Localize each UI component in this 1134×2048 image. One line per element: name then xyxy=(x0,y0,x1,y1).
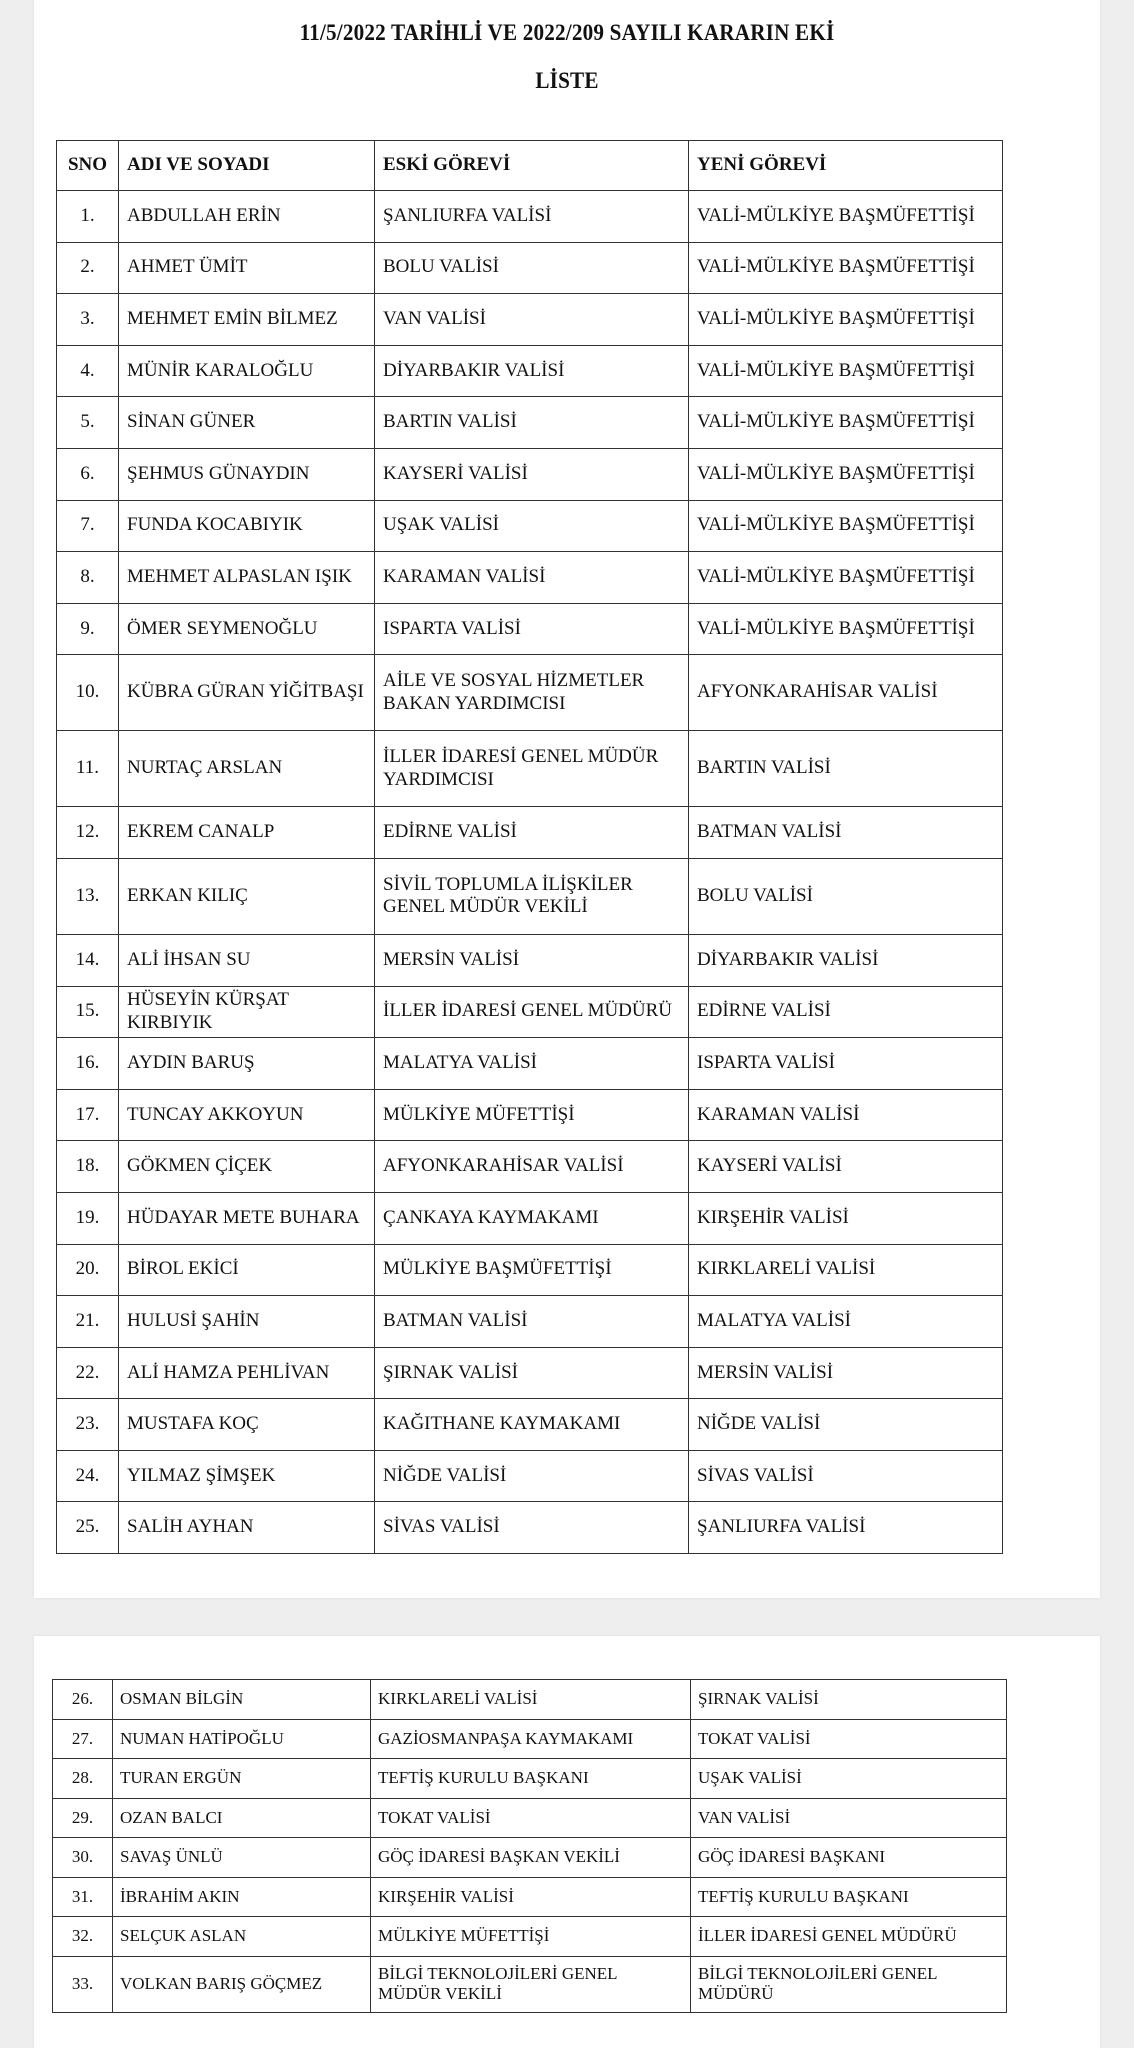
cell-new-duty: DİYARBAKIR VALİSİ xyxy=(689,934,1003,986)
cell-name: OZAN BALCI xyxy=(113,1798,371,1838)
cell-old-duty: MÜLKİYE MÜFETTİŞİ xyxy=(375,1089,689,1141)
cell-name: OSMAN BİLGİN xyxy=(113,1680,371,1720)
cell-name: SAVAŞ ÜNLÜ xyxy=(113,1838,371,1878)
cell-name: NURTAÇ ARSLAN xyxy=(119,731,375,807)
cell-old-duty: UŞAK VALİSİ xyxy=(375,500,689,552)
table-row xyxy=(53,1680,1007,1720)
cell-old-duty: İLLER İDARESİ GENEL MÜDÜR YARDIMCISI xyxy=(375,731,689,807)
cell-sno: 18. xyxy=(57,1141,119,1193)
cell-new-duty: VALİ-MÜLKİYE BAŞMÜFETTİŞİ xyxy=(689,345,1003,397)
cell-sno: 8. xyxy=(57,552,119,604)
cell-new-duty: KIRŞEHİR VALİSİ xyxy=(689,1192,1003,1244)
cell-name: ÖMER SEYMENOĞLU xyxy=(119,603,375,655)
cell-new-duty: BARTIN VALİSİ xyxy=(689,731,1003,807)
cell-new-duty: EDİRNE VALİSİ xyxy=(689,986,1003,1038)
cell-name: MUSTAFA KOÇ xyxy=(119,1399,375,1451)
table-row xyxy=(57,448,1003,500)
table-row xyxy=(57,1038,1003,1090)
cell-new-duty: UŞAK VALİSİ xyxy=(691,1759,1007,1799)
cell-name: YILMAZ ŞİMŞEK xyxy=(119,1450,375,1502)
cell-old-duty: BARTIN VALİSİ xyxy=(375,397,689,449)
cell-old-duty: EDİRNE VALİSİ xyxy=(375,807,689,859)
table-row xyxy=(53,1759,1007,1799)
cell-name: NUMAN HATİPOĞLU xyxy=(113,1719,371,1759)
cell-old-duty: SİVAS VALİSİ xyxy=(375,1502,689,1554)
cell-old-duty: NİĞDE VALİSİ xyxy=(375,1450,689,1502)
table-row xyxy=(57,397,1003,449)
header-new-duty: YENİ GÖREVİ xyxy=(689,141,1003,191)
table-row xyxy=(57,1192,1003,1244)
cell-new-duty: BİLGİ TEKNOLOJİLERİ GENEL MÜDÜRÜ xyxy=(691,1956,1007,2012)
cell-new-duty: ISPARTA VALİSİ xyxy=(689,1038,1003,1090)
cell-new-duty: VAN VALİSİ xyxy=(691,1798,1007,1838)
cell-old-duty: BATMAN VALİSİ xyxy=(375,1296,689,1348)
cell-old-duty: BOLU VALİSİ xyxy=(375,242,689,294)
cell-old-duty: ÇANKAYA KAYMAKAMI xyxy=(375,1192,689,1244)
cell-name: ALİ HAMZA PEHLİVAN xyxy=(119,1347,375,1399)
cell-old-duty: DİYARBAKIR VALİSİ xyxy=(375,345,689,397)
cell-name: MEHMET EMİN BİLMEZ xyxy=(119,294,375,346)
cell-new-duty: VALİ-MÜLKİYE BAŞMÜFETTİŞİ xyxy=(689,397,1003,449)
cell-new-duty: KARAMAN VALİSİ xyxy=(689,1089,1003,1141)
cell-sno: 21. xyxy=(57,1296,119,1348)
cell-name: HULUSİ ŞAHİN xyxy=(119,1296,375,1348)
cell-new-duty: BATMAN VALİSİ xyxy=(689,807,1003,859)
document-title: 11/5/2022 TARİHLİ VE 2022/209 SAYILI KARARIN EKİ xyxy=(299,20,835,45)
cell-sno: 23. xyxy=(57,1399,119,1451)
cell-name: VOLKAN BARIŞ GÖÇMEZ xyxy=(113,1956,371,2012)
cell-name: AYDIN BARUŞ xyxy=(119,1038,375,1090)
cell-sno: 26. xyxy=(53,1680,113,1720)
table-row xyxy=(57,294,1003,346)
cell-new-duty: KAYSERİ VALİSİ xyxy=(689,1141,1003,1193)
cell-sno: 2. xyxy=(57,242,119,294)
cell-new-duty: VALİ-MÜLKİYE BAŞMÜFETTİŞİ xyxy=(689,294,1003,346)
table-row xyxy=(57,1502,1003,1554)
cell-sno: 33. xyxy=(53,1956,113,2012)
table-row xyxy=(57,731,1003,807)
cell-name: SELÇUK ASLAN xyxy=(113,1917,371,1957)
cell-sno: 25. xyxy=(57,1502,119,1554)
table-row xyxy=(53,1719,1007,1759)
cell-old-duty: ISPARTA VALİSİ xyxy=(375,603,689,655)
cell-new-duty: SİVAS VALİSİ xyxy=(689,1450,1003,1502)
appointments-table-continued xyxy=(52,1679,1007,2013)
cell-sno: 14. xyxy=(57,934,119,986)
table-row xyxy=(57,552,1003,604)
table-row xyxy=(57,1089,1003,1141)
cell-old-duty: GAZİOSMANPAŞA KAYMAKAMI xyxy=(371,1719,691,1759)
cell-name: FUNDA KOCABIYIK xyxy=(119,500,375,552)
cell-name: TURAN ERGÜN xyxy=(113,1759,371,1799)
table-header-row xyxy=(57,141,1003,191)
cell-sno: 32. xyxy=(53,1917,113,1957)
cell-old-duty: MÜLKİYE MÜFETTİŞİ xyxy=(371,1917,691,1957)
cell-new-duty: İLLER İDARESİ GENEL MÜDÜRÜ xyxy=(691,1917,1007,1957)
cell-new-duty: VALİ-MÜLKİYE BAŞMÜFETTİŞİ xyxy=(689,603,1003,655)
cell-name: AHMET ÜMİT xyxy=(119,242,375,294)
table-row xyxy=(57,986,1003,1038)
cell-sno: 13. xyxy=(57,858,119,934)
cell-name: BİROL EKİCİ xyxy=(119,1244,375,1296)
cell-old-duty: AİLE VE SOSYAL HİZMETLER BAKAN YARDIMCISI xyxy=(375,655,689,731)
cell-sno: 31. xyxy=(53,1877,113,1917)
cell-new-duty: GÖÇ İDARESİ BAŞKANI xyxy=(691,1838,1007,1878)
cell-sno: 7. xyxy=(57,500,119,552)
table-row xyxy=(57,191,1003,243)
cell-name: MEHMET ALPASLAN IŞIK xyxy=(119,552,375,604)
cell-sno: 5. xyxy=(57,397,119,449)
cell-name: MÜNİR KARALOĞLU xyxy=(119,345,375,397)
cell-new-duty: VALİ-MÜLKİYE BAŞMÜFETTİŞİ xyxy=(689,191,1003,243)
cell-new-duty: BOLU VALİSİ xyxy=(689,858,1003,934)
cell-new-duty: MALATYA VALİSİ xyxy=(689,1296,1003,1348)
table-row xyxy=(53,1798,1007,1838)
cell-sno: 24. xyxy=(57,1450,119,1502)
cell-old-duty: SİVİL TOPLUMLA İLİŞKİLER GENEL MÜDÜR VEKİLİ xyxy=(375,858,689,934)
cell-old-duty: KIRŞEHİR VALİSİ xyxy=(371,1877,691,1917)
cell-sno: 1. xyxy=(57,191,119,243)
cell-sno: 29. xyxy=(53,1798,113,1838)
cell-name: SİNAN GÜNER xyxy=(119,397,375,449)
cell-old-duty: TOKAT VALİSİ xyxy=(371,1798,691,1838)
cell-sno: 3. xyxy=(57,294,119,346)
cell-old-duty: VAN VALİSİ xyxy=(375,294,689,346)
cell-new-duty: VALİ-MÜLKİYE BAŞMÜFETTİŞİ xyxy=(689,500,1003,552)
cell-old-duty: KIRKLARELİ VALİSİ xyxy=(371,1680,691,1720)
table-row xyxy=(53,1917,1007,1957)
cell-name: GÖKMEN ÇİÇEK xyxy=(119,1141,375,1193)
cell-name: ABDULLAH ERİN xyxy=(119,191,375,243)
cell-sno: 27. xyxy=(53,1719,113,1759)
header-name: ADI VE SOYADI xyxy=(119,141,375,191)
cell-old-duty: ŞIRNAK VALİSİ xyxy=(375,1347,689,1399)
cell-sno: 9. xyxy=(57,603,119,655)
cell-new-duty: MERSİN VALİSİ xyxy=(689,1347,1003,1399)
cell-sno: 30. xyxy=(53,1838,113,1878)
table-row xyxy=(57,345,1003,397)
cell-new-duty: ŞANLIURFA VALİSİ xyxy=(689,1502,1003,1554)
cell-name: ALİ İHSAN SU xyxy=(119,934,375,986)
cell-new-duty: VALİ-MÜLKİYE BAŞMÜFETTİŞİ xyxy=(689,242,1003,294)
table-row xyxy=(57,1141,1003,1193)
cell-sno: 22. xyxy=(57,1347,119,1399)
appointments-table xyxy=(56,140,1003,1554)
cell-old-duty: KARAMAN VALİSİ xyxy=(375,552,689,604)
cell-old-duty: GÖÇ İDARESİ BAŞKAN VEKİLİ xyxy=(371,1838,691,1878)
cell-old-duty: İLLER İDARESİ GENEL MÜDÜRÜ xyxy=(375,986,689,1038)
table-row xyxy=(57,807,1003,859)
table-row xyxy=(57,1347,1003,1399)
cell-sno: 28. xyxy=(53,1759,113,1799)
cell-old-duty: BİLGİ TEKNOLOJİLERİ GENEL MÜDÜR VEKİLİ xyxy=(371,1956,691,2012)
table-row xyxy=(57,603,1003,655)
cell-old-duty: ŞANLIURFA VALİSİ xyxy=(375,191,689,243)
cell-old-duty: KAYSERİ VALİSİ xyxy=(375,448,689,500)
cell-sno: 11. xyxy=(57,731,119,807)
cell-new-duty: VALİ-MÜLKİYE BAŞMÜFETTİŞİ xyxy=(689,552,1003,604)
cell-new-duty: TOKAT VALİSİ xyxy=(691,1719,1007,1759)
cell-new-duty: AFYONKARAHİSAR VALİSİ xyxy=(689,655,1003,731)
cell-sno: 6. xyxy=(57,448,119,500)
table-row xyxy=(57,858,1003,934)
cell-sno: 15. xyxy=(57,986,119,1038)
cell-name: ŞEHMUS GÜNAYDIN xyxy=(119,448,375,500)
cell-new-duty: NİĞDE VALİSİ xyxy=(689,1399,1003,1451)
cell-sno: 10. xyxy=(57,655,119,731)
cell-old-duty: MALATYA VALİSİ xyxy=(375,1038,689,1090)
table-row xyxy=(57,1450,1003,1502)
cell-new-duty: ŞIRNAK VALİSİ xyxy=(691,1680,1007,1720)
cell-name: TUNCAY AKKOYUN xyxy=(119,1089,375,1141)
cell-name: HÜDAYAR METE BUHARA xyxy=(119,1192,375,1244)
cell-old-duty: MÜLKİYE BAŞMÜFETTİŞİ xyxy=(375,1244,689,1296)
cell-old-duty: TEFTİŞ KURULU BAŞKANI xyxy=(371,1759,691,1799)
table-row xyxy=(53,1956,1007,2012)
table-row xyxy=(57,655,1003,731)
cell-sno: 16. xyxy=(57,1038,119,1090)
cell-name: HÜSEYİN KÜRŞAT KIRBIYIK xyxy=(119,986,375,1038)
cell-new-duty: VALİ-MÜLKİYE BAŞMÜFETTİŞİ xyxy=(689,448,1003,500)
cell-old-duty: MERSİN VALİSİ xyxy=(375,934,689,986)
cell-sno: 19. xyxy=(57,1192,119,1244)
cell-name: ERKAN KILIÇ xyxy=(119,858,375,934)
cell-sno: 12. xyxy=(57,807,119,859)
table-row xyxy=(53,1877,1007,1917)
cell-name: EKREM CANALP xyxy=(119,807,375,859)
table-row xyxy=(57,242,1003,294)
header-sno: SNO xyxy=(57,141,119,191)
header-old-duty: ESKİ GÖREVİ xyxy=(375,141,689,191)
cell-new-duty: KIRKLARELİ VALİSİ xyxy=(689,1244,1003,1296)
cell-old-duty: KAĞITHANE KAYMAKAMI xyxy=(375,1399,689,1451)
cell-name: KÜBRA GÜRAN YİĞİTBAŞI xyxy=(119,655,375,731)
cell-new-duty: TEFTİŞ KURULU BAŞKANI xyxy=(691,1877,1007,1917)
cell-name: İBRAHİM AKIN xyxy=(113,1877,371,1917)
table-row xyxy=(53,1838,1007,1878)
document-subtitle: LİSTE xyxy=(535,68,599,93)
table-row xyxy=(57,1399,1003,1451)
table-row xyxy=(57,1296,1003,1348)
cell-sno: 4. xyxy=(57,345,119,397)
table-row xyxy=(57,1244,1003,1296)
cell-sno: 20. xyxy=(57,1244,119,1296)
table-row xyxy=(57,934,1003,986)
table-row xyxy=(57,500,1003,552)
cell-old-duty: AFYONKARAHİSAR VALİSİ xyxy=(375,1141,689,1193)
cell-sno: 17. xyxy=(57,1089,119,1141)
cell-name: SALİH AYHAN xyxy=(119,1502,375,1554)
